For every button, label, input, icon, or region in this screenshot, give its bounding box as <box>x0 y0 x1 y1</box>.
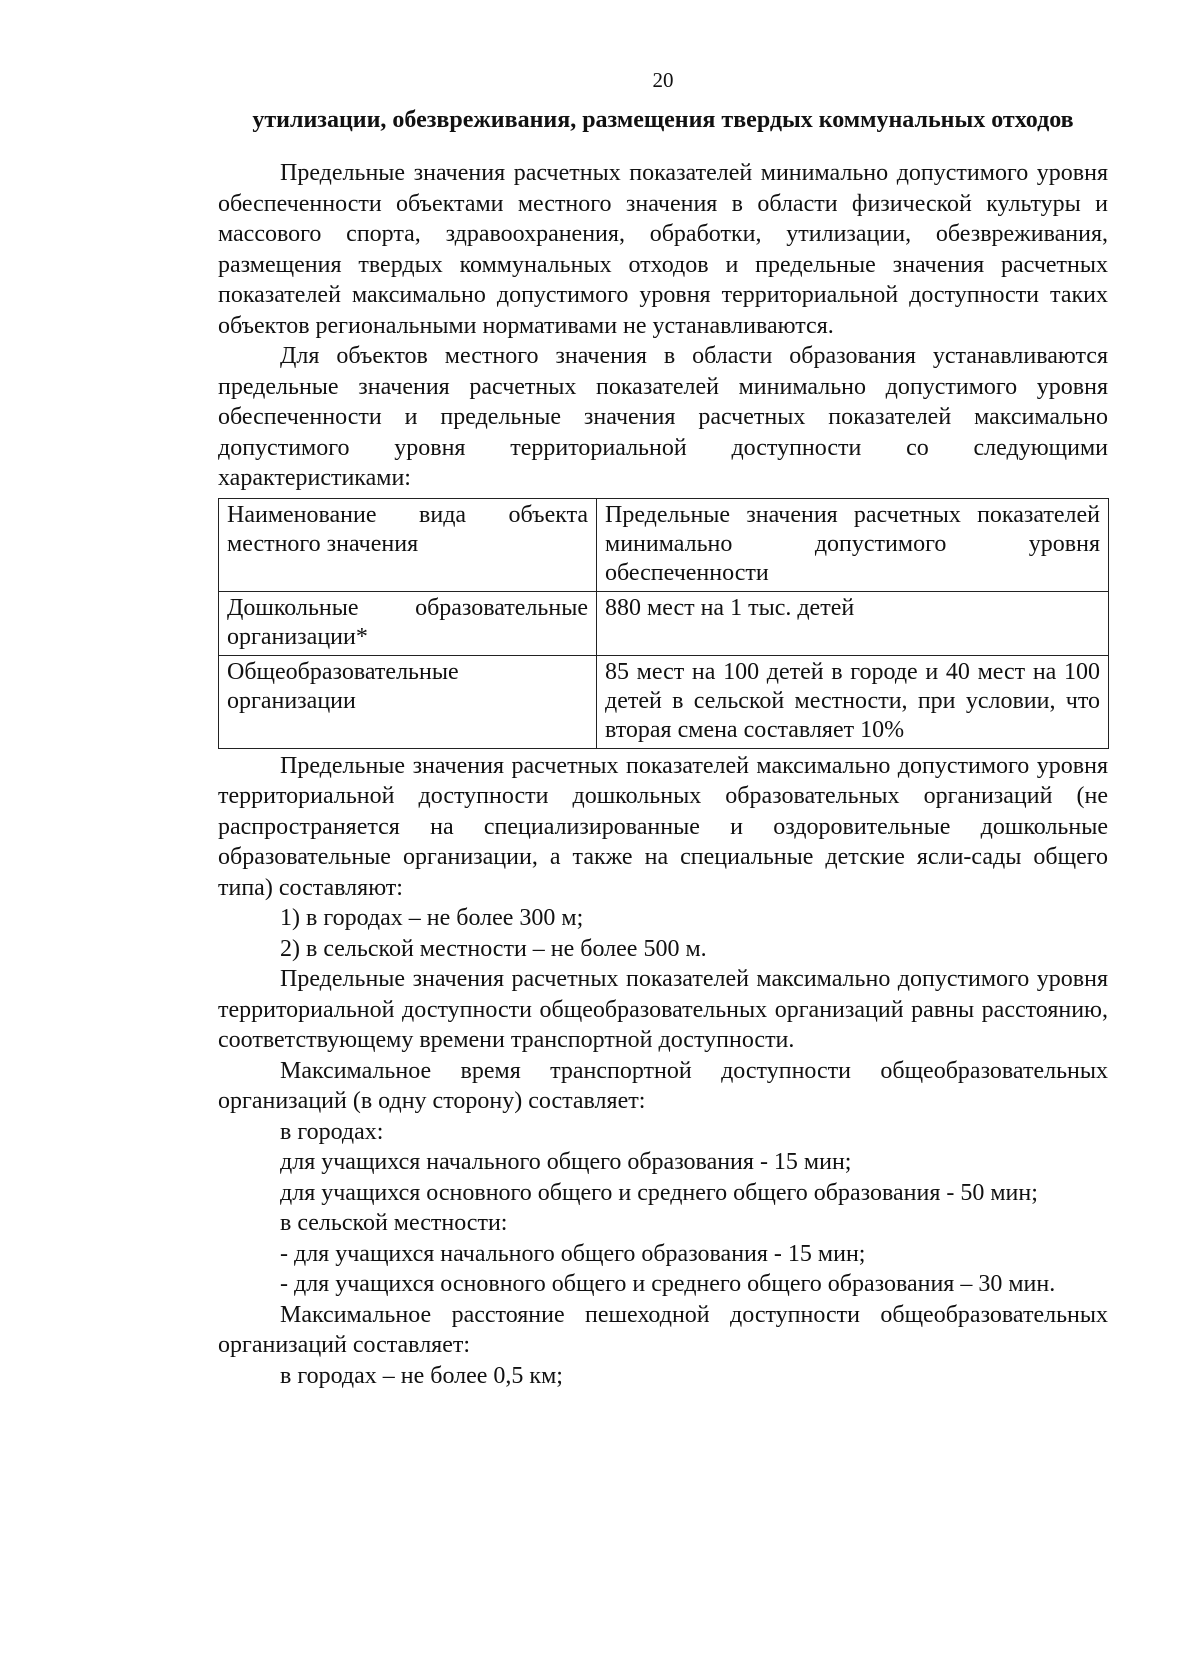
paragraph-school-access: Предельные значения расчетных показателей максимально допустимого уровня территориальной доступности общеобразовательных организаций равны расстоянию, соответствующему времени транспортной доступности. <box>218 966 1108 1053</box>
list-item: для учащихся начального общего образования - 15 мин; <box>280 1149 852 1175</box>
table-header-cell: Наименование вида объекта местного значения <box>219 498 597 591</box>
list-item: в городах – не более 0,5 км; <box>280 1362 563 1389</box>
table-cell: 85 мест на 100 детей в городе и 40 мест на 100 детей в сельской местности, при условии, что вторая смена составляет 10% <box>597 655 1109 748</box>
list-item: 2) в сельской местности – не более 500 м. <box>280 935 707 962</box>
norms-table <box>218 498 1109 749</box>
list-item: в сельской местности: <box>280 1210 508 1236</box>
table-cell: Общеобразовательные организации <box>219 655 597 748</box>
list-item: для учащихся основного общего и среднего общего образования - 50 мин; <box>280 1179 1038 1206</box>
table-header-cell: Предельные значения расчетных показателей минимально допустимого уровня обеспеченности <box>597 498 1109 591</box>
list-item: - для учащихся начального общего образования - 15 мин; <box>280 1240 866 1267</box>
paragraph-walking-distance: Максимальное расстояние пешеходной доступности общеобразовательных организаций составляет: <box>218 1301 1108 1358</box>
paragraph-education-objects: Для объектов местного значения в области образования устанавливаются предельные значения расчетных показателей минимально допустимого уровня обеспеченности и предельные значения расчетных показателей максимально допустимого уровня территориальной доступности со следующими характеристиками: <box>218 343 1108 491</box>
table-row <box>219 591 1109 655</box>
list-item: в городах: <box>280 1118 384 1145</box>
document-page <box>218 68 1108 1391</box>
list-item: 1) в городах – не более 300 м; <box>280 905 584 931</box>
paragraph-preschool-access: Предельные значения расчетных показателей максимально допустимого уровня территориальной доступности дошкольных образовательных организаций (не распространяется на специализированные и оздоровительные дошкольные образовательные организации, а также на специальные детские ясли-сады общего типа) составляют: <box>218 752 1108 901</box>
paragraph-intro: Предельные значения расчетных показателей минимально допустимого уровня обеспеченности объектами местного значения в области физической культуры и массового спорта, здравоохранения, обработки, утилизации, обезвреживания, размещения твердых коммунальных отходов и предельные значения расчетных показателей максимально допустимого уровня территориальной доступности таких объектов региональными нормативами не устанавливаются. <box>218 160 1108 339</box>
table-header-row <box>219 498 1109 591</box>
paragraph-transport-time: Максимальное время транспортной доступности общеобразовательных организаций (в одну сторону) составляет: <box>218 1057 1108 1114</box>
section-title: утилизации, обезвреживания, размещения твердых коммунальных отходов <box>252 107 1074 133</box>
table-row <box>219 655 1109 748</box>
list-item: - для учащихся основного общего и среднего общего образования – 30 мин. <box>280 1271 1056 1297</box>
table-cell: 880 мест на 1 тыс. детей <box>597 591 1109 655</box>
page-number: 20 <box>652 68 674 92</box>
table-cell: Дошкольные образовательные организации* <box>219 591 597 655</box>
